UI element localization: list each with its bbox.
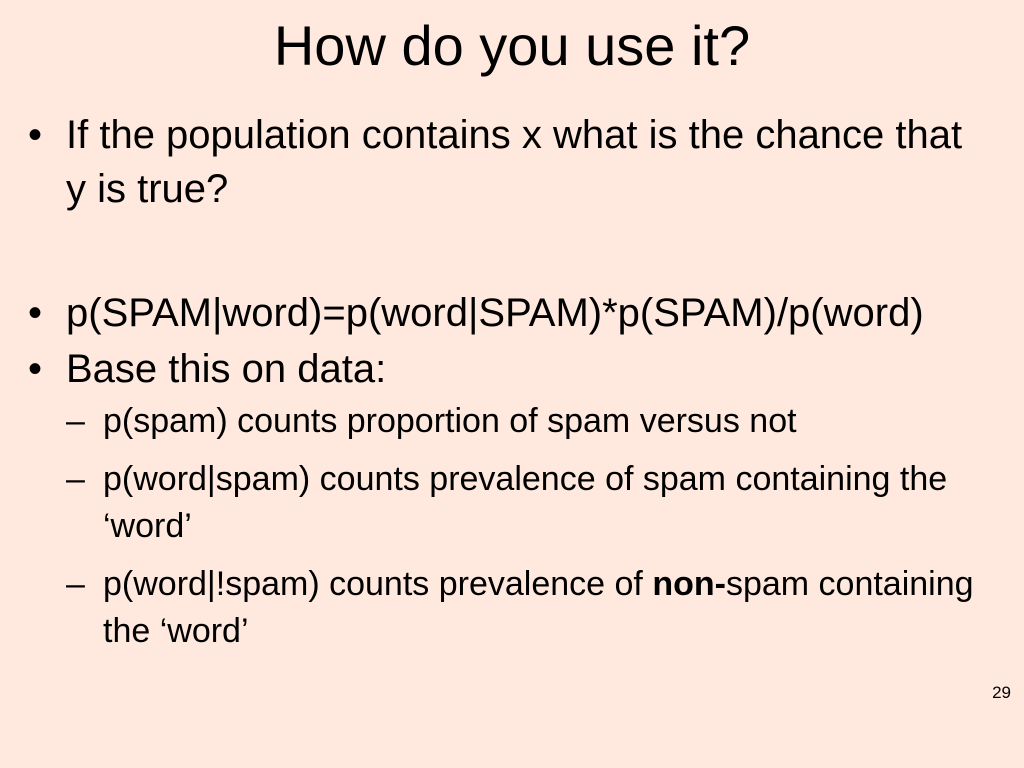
sub-bullet-text-end: spam containing the ‘word’: [103, 565, 974, 650]
sub-bullet-marker: –: [66, 565, 85, 603]
page-number: 29: [992, 683, 1011, 702]
bullet-text: p(SPAM|word)=p(word|SPAM)*p(SPAM)/p(word): [66, 291, 924, 335]
sub-bullet-marker: –: [66, 402, 85, 440]
bullet-marker: •: [28, 291, 43, 335]
bullet-text: Base this on data:: [66, 347, 387, 391]
bullet-item: [28, 286, 988, 340]
bullet-item: [28, 342, 988, 655]
bullet-list: [28, 108, 988, 655]
sub-bullet-item: [66, 398, 988, 445]
bullet-text: If the population contains x what is the chance that y is true?: [66, 113, 963, 211]
sub-bullet-text: p(word|spam) counts prevalence of spam containing the ‘word’: [103, 460, 948, 545]
sub-bullet-text: p(spam) counts proportion of spam versus not: [103, 402, 797, 440]
sub-bullet-item: [66, 561, 988, 655]
sub-bullet-list: [66, 398, 988, 655]
slide-title: How do you use it?: [273, 14, 751, 77]
bullet-marker: •: [28, 113, 43, 157]
sub-bullet-text-start: p(word|!spam) counts prevalence of: [103, 565, 653, 603]
sub-bullet-marker: –: [66, 460, 85, 498]
bullet-item: [28, 108, 988, 216]
sub-bullet-item: [66, 456, 988, 550]
sub-bullet-text-bold: non-: [652, 565, 726, 603]
spacer: [28, 216, 988, 286]
bullet-marker: •: [28, 347, 43, 391]
